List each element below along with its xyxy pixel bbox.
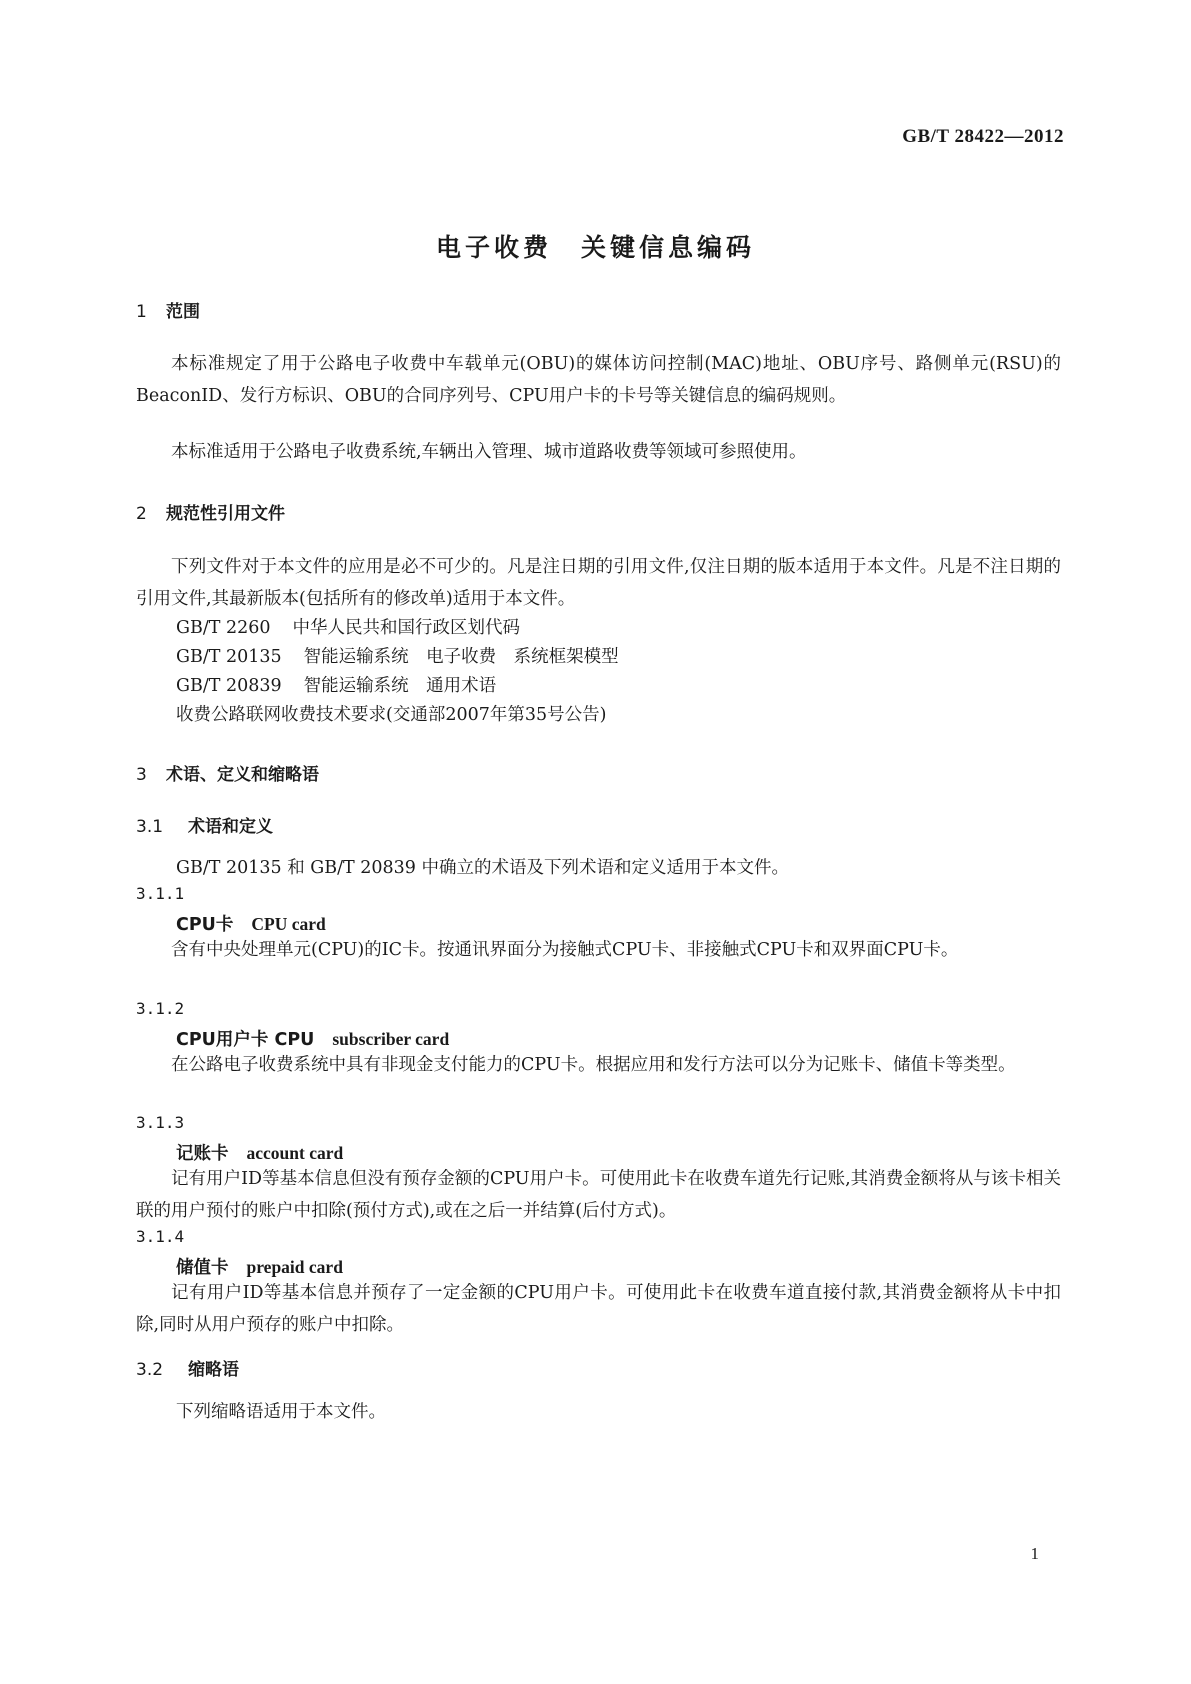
- term-number: 3.1.1: [136, 884, 185, 903]
- section-2-heading: [136, 499, 285, 524]
- section-title: 术语和定义: [188, 817, 273, 837]
- section-number: 1: [136, 302, 147, 322]
- section-3-2-heading: [136, 1355, 239, 1380]
- section-title: 术语、定义和缩略语: [166, 765, 319, 785]
- term-heading: [176, 911, 326, 936]
- term-number: 3.1.2: [136, 999, 185, 1018]
- reference-item: [176, 614, 520, 639]
- standard-code-header: GB/T 28422—2012: [902, 126, 1064, 147]
- reference-name: 智能运输系统 电子收费 系统框架模型: [303, 647, 619, 667]
- term-zh: CPU卡: [176, 915, 234, 935]
- section-title: 规范性引用文件: [166, 504, 285, 524]
- abbreviations-intro: 下列缩略语适用于本文件。: [176, 1402, 386, 1422]
- section-number: 3: [136, 765, 147, 785]
- term-en: prepaid card: [246, 1257, 343, 1277]
- document-title: 电子收费 关键信息编码: [435, 233, 755, 262]
- term-definition: 在公路电子收费系统中具有非现金支付能力的CPU卡。根据应用和发行方法可以分为记账卡、储值卡等类型。: [171, 1055, 1016, 1075]
- reference-name: 收费公路联网收费技术要求(交通部2007年第35号公告): [176, 705, 607, 725]
- term-definition: 记有用户ID等基本信息并预存了一定金额的CPU用户卡。可使用此卡在收费车道直接付款,其消费金额将从卡中扣除,同时从用户预存的账户中扣除。: [136, 1283, 1061, 1335]
- reference-code: GB/T 20135: [176, 647, 282, 667]
- term-number: 3.1.4: [136, 1227, 185, 1246]
- term-definition: 记有用户ID等基本信息但没有预存金额的CPU用户卡。可使用此卡在收费车道先行记账,其消费金额将从与该卡相关联的用户预付的账户中扣除(预付方式),或在之后一并结算(后付方式)。: [136, 1169, 1061, 1221]
- term-heading: [176, 1254, 343, 1279]
- section-title: 缩略语: [188, 1360, 239, 1380]
- term-zh: 记账卡: [176, 1144, 229, 1164]
- section-3-heading: [136, 760, 319, 785]
- scope-paragraph-1: 本标准规定了用于公路电子收费中车载单元(OBU)的媒体访问控制(MAC)地址、OBU序号、路侧单元(RSU)的BeaconID、发行方标识、OBU的合同序列号、CPU用户卡的卡号等关键信息的编码规则。: [136, 354, 1061, 406]
- section-title: 范围: [166, 302, 200, 322]
- section-number: 2: [136, 504, 147, 524]
- reference-name: 中华人民共和国行政区划代码: [292, 618, 521, 638]
- term-definition: 含有中央处理单元(CPU)的IC卡。按通讯界面分为接触式CPU卡、非接触式CPU卡和双界面CPU卡。: [171, 940, 959, 960]
- term-zh: CPU用户卡 CPU: [176, 1030, 315, 1050]
- reference-item: [176, 701, 606, 726]
- section-number: 3.1: [136, 817, 164, 837]
- section-3-1-heading: [136, 812, 273, 837]
- references-intro: 下列文件对于本文件的应用是必不可少的。凡是注日期的引用文件,仅注日期的版本适用于本文件。凡是不注日期的引用文件,其最新版本(包括所有的修改单)适用于本文件。: [136, 557, 1061, 609]
- term-zh: 储值卡: [176, 1258, 229, 1278]
- term-number: 3.1.3: [136, 1113, 185, 1132]
- term-en: CPU card: [251, 914, 326, 934]
- term-heading: [176, 1026, 449, 1051]
- terms-intro: GB/T 20135 和 GB/T 20839 中确立的术语及下列术语和定义适用于本文件。: [176, 858, 789, 878]
- page-number: 1: [1030, 1544, 1039, 1563]
- reference-code: GB/T 20839: [176, 676, 282, 696]
- term-en: subscriber card: [332, 1029, 450, 1049]
- section-1-heading: [136, 297, 200, 322]
- term-heading: [176, 1140, 343, 1165]
- reference-item: [176, 643, 619, 668]
- reference-code: GB/T 2260: [176, 618, 271, 638]
- reference-name: 智能运输系统 通用术语: [303, 676, 497, 696]
- section-number: 3.2: [136, 1360, 164, 1380]
- term-en: account card: [246, 1143, 344, 1163]
- scope-paragraph-2: 本标准适用于公路电子收费系统,车辆出入管理、城市道路收费等领域可参照使用。: [171, 442, 807, 462]
- reference-item: [176, 672, 496, 697]
